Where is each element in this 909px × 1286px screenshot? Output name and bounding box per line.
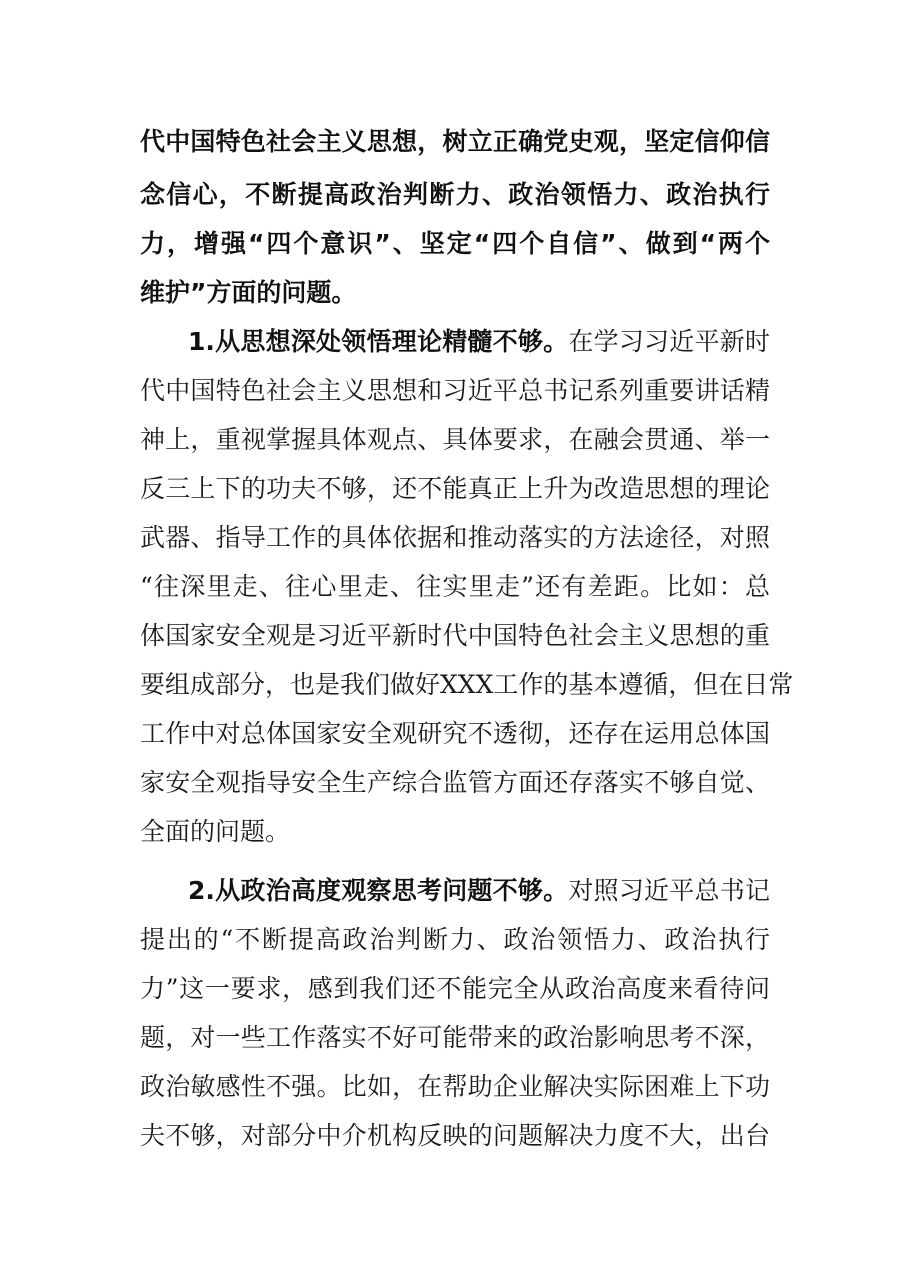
section2-line: 提出的“不断提高政治判断力、政治领悟力、政治执行: [140, 925, 770, 954]
section1-line: 全面的问题。: [140, 817, 291, 846]
intro-line-3: 力，增强“四个意识”、坚定“四个自信”、做到“两个: [140, 229, 770, 258]
section2-first-line-text: 对照习近平总书记: [568, 876, 770, 905]
intro-line-2: 念信心，不断提高政治判断力、政治领悟力、政治执行: [140, 180, 770, 209]
section1-line: 代中国特色社会主义思想和习近平总书记系列重要讲话精: [140, 376, 770, 405]
section2-line: 政治敏感性不强。比如，在帮助企业解决实际困难上下功: [140, 1072, 770, 1101]
intro-line-1: 代中国特色社会主义思想，树立正确党史观，坚定信仰信: [140, 127, 770, 156]
section1-line: 体国家安全观是习近平新时代中国特色社会主义思想的重: [140, 621, 770, 650]
section1-line: 家安全观指导安全生产综合监管方面还存落实不够自觉、: [140, 768, 770, 797]
section1-line: 武器、指导工作的具体依据和推动落实的方法途径，对照: [140, 523, 770, 552]
section2-line: 题，对一些工作落实不好可能带来的政治影响思考不深，: [140, 1023, 770, 1052]
section1-line: “往深里走、往心里走、往实里走”还有差距。比如：总: [140, 572, 770, 601]
section1-line: 神上，重视掌握具体观点、具体要求，在融会贯通、举一: [140, 425, 770, 454]
section1-heading: 1.从思想深处领悟理论精髓不够。: [188, 327, 569, 356]
section1-line: 反三上下的功夫不够，还不能真正上升为改造思想的理论: [140, 474, 770, 503]
section1-first-line-text: 在学习习近平新时: [568, 327, 770, 356]
intro-line-4: 维护”方面的问题。: [140, 278, 357, 307]
section1-line: 工作中对总体国家安全观研究不透彻，还存在运用总体国: [140, 719, 770, 748]
section2-line: 夫不够，对部分中介机构反映的问题解决力度不大，出台: [140, 1121, 770, 1150]
section1-first-line: [188, 322, 770, 362]
section2-first-line: [188, 871, 770, 911]
section2-line: 力”这一要求，感到我们还不能完全从政治高度来看待问: [140, 974, 770, 1003]
section1-line: 要组成部分，也是我们做好XXX工作的基本遵循，但在日常: [140, 670, 794, 699]
section2-heading: 2.从政治高度观察思考问题不够。: [188, 876, 569, 905]
